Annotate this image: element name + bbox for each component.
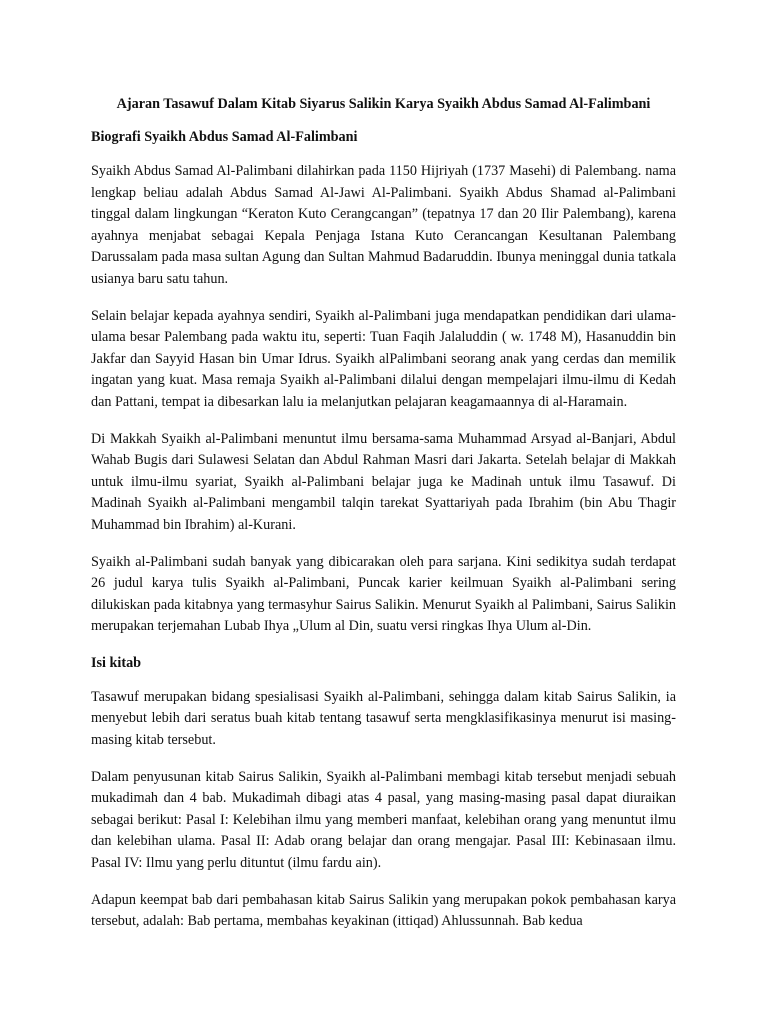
paragraph: Syaikh Abdus Samad Al-Palimbani dilahirkan pada 1150 Hijriyah (1737 Masehi) di Palembang. nama lengkap beliau adalah Abdus Samad Al-Jawi Al-Palimbani. Syaikh Abdus Shamad al-Palimbani tinggal dalam lingkungan “Keraton Kuto Cerangcangan” (tepatnya 17 dan 20 Ilir Palembang), karena ayahnya menjabat sebagai Kepala Penjaga Istana Kuto Cerancangan Kesultanan Palembang Darussalam pada masa sultan Agung dan Sultan Mahmud Badaruddin. Ibunya meninggal dunia tatkala usianya baru satu tahun. (91, 163, 676, 287)
paragraph: Dalam penyusunan kitab Sairus Salikin, Syaikh al-Palimbani membagi kitab tersebut menjadi sebuah mukadimah dan 4 bab. Mukadimah dibagi atas 4 pasal, yang masing-masing pasal dapat diuraikan sebagai berikut: Pasal I: Kelebihan ilmu yang memberi manfaat, kelebihan orang yang menuntut ilmu dan kelebihan ulama. Pasal II: Adab orang belajar dan orang mengajar. Pasal III: Kebinasaan ilmu. Pasal IV: Ilmu yang perlu dituntut (ilmu fardu ain). (91, 768, 676, 872)
paragraph: Di Makkah Syaikh al-Palimbani menuntut ilmu bersama-sama Muhammad Arsyad al-Banjari, Abdul Wahab Bugis dari Sulawesi Selatan dan Abdul Rahman Masri dari Jakarta. Setelah belajar di Makkah untuk ilmu-ilmu syariat, Syaikh al-Palimbani belajar juga ke Madinah untuk ilmu Tasawuf. Di Madinah Syaikh al-Palimbani mengambil talqin tarekat Syattariyah pada Ibrahim (bin Abu Thagir Muhammad bin Ibrahim) al-Kurani. (91, 430, 676, 533)
section-heading: Isi kitab (91, 654, 142, 671)
paragraph: Adapun keempat bab dari pembahasan kitab Sairus Salikin yang merupakan pokok pembahasan karya tersebut, adalah: Bab pertama, membahas keyakinan (ittiqad) Ahlussunnah. Bab kedua (91, 891, 676, 930)
paragraph: Syaikh al-Palimbani sudah banyak yang dibicarakan oleh para sarjana. Kini sedikitya sudah terdapat 26 judul karya tulis Syaikh al-Palimbani, Puncak karier keilmuan Syaikh al-Palimbani sering dilukiskan pada kitabnya yang termasyhur Sairus Salikin. Menurut Syaikh al Palimbani, Sairus Salikin merupakan terjemahan Lubab Ihya „Ulum al Din, suatu versi ringkas Ihya Ulum al-Din. (91, 553, 676, 635)
paragraph: Tasawuf merupakan bidang spesialisasi Syaikh al-Palimbani, sehingga dalam kitab Sairus Salikin, ia menyebut lebih dari seratus buah kitab tentang tasawuf serta mengklasifikasinya menurut isi masing-masing kitab tersebut. (91, 688, 676, 749)
section-isi-kitab (91, 653, 676, 933)
section-biografi (91, 127, 676, 638)
paragraph: Selain belajar kepada ayahnya sendiri, Syaikh al-Palimbani juga mendapatkan pendidikan dari ulama-ulama besar Palembang pada waktu itu, seperti: Tuan Faqih Jalaluddin ( w. 1748 M), Hasanuddin bin Jakfar dan Sayyid Hasan bin Umar Idrus. Syaikh alPalimbani seorang anak yang cerdas dan memilik ingatan yang kuat. Masa remaja Syaikh al-Palimbani dilalui dengan mempelajari ilmu-ilmu di Kedah dan Pattani, tempat ia dibesarkan lalu ia melanjutkan pelajaran keagamaannya di al-Haramain. (91, 307, 676, 410)
document-title: Ajaran Tasawuf Dalam Kitab Siyarus Salikin Karya Syaikh Abdus Samad Al-Falimbani (116, 96, 651, 112)
section-heading: Biografi Syaikh Abdus Samad Al-Falimbani (91, 129, 358, 145)
